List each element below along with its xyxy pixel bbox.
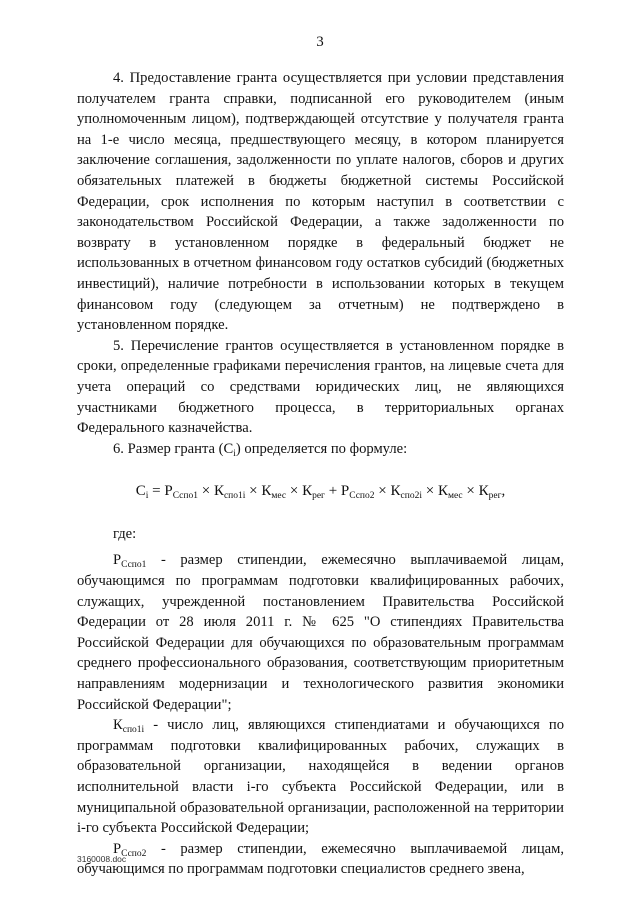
definition-3-text: - размер стипендии, ежемесячно выплачиваемой лицам, обучающимся по программам подготовки специалистов среднего звена, (77, 840, 564, 878)
formula-p2-sub: Сспо2 (349, 491, 375, 502)
formula-end: , (501, 483, 506, 500)
formula-k-reg-2: К (478, 483, 489, 500)
paragraph-5: 5. Перечисление грантов осуществляется в установленном порядке в сроки, определенные графиками перечисления грантов, на лицевые счета для учета операций со средствами юридических лиц, не являющихся участниками бюджетного процесса, в территориальных органах Федерального казначейства. (77, 337, 564, 437)
formula-k-reg-2-sub: рег (488, 491, 502, 502)
formula-c-sub: i (145, 491, 149, 502)
definition-1-text: - размер стипендии, ежемесячно выплачиваемой лицам, обучающимся по программам подготовки квалифицированных рабочих, служащих, учрежденной постановлением Правительства Российской Федерации от 28 июля 2011 г. № 625 "О стипендиях Правительства Российской Федерации для обучающихся по образовательным программам среднего профессионального образования, соответствующим приоритетным направлениям модернизации и технологического развития экономики Российской Федерации"; (77, 552, 564, 713)
formula-p2: Р (340, 483, 350, 500)
paragraph-4: 4. Предоставление гранта осуществляется при условии представления получателем гранта справки, подписанной его руководителем (иным уполномоченным лицом), подтверждающей отсутствие у получателя гранта на 1-е число месяца, предшествующего месяцу, в котором планируется заключение соглашения, задолженности по уплате налогов, сборов и других обязательных платежей в бюджеты бюджетной системы Российской Федерации, срок исполнения по которым наступил в соответствии с законодательством Российской Федерации, а также задолженности по возврату в установленном порядке в федеральный бюджет не использованных в отчетном финансовом году остатков субсидий (бюджетных инвестиций), наличие потребности в использовании которых в текущем финансовом году (следующем за отчетным) не подтверждено в установленном порядке. (77, 70, 564, 334)
formula-k1: К (213, 483, 224, 500)
definition-2-text: - число лиц, являющихся стипендиатами и обучающихся по программам подготовки квалифицированных рабочих, служащих в образовательной организации, находящейся в ведении органов исполнительной власти i-го субъекта Российской Федерации, или в муниципальной образовательной организации, расположенной на территории i-го субъекта Российской Федерации; (77, 717, 564, 837)
paragraph-6-subscript: i (233, 448, 236, 459)
formula-times: × (286, 483, 303, 500)
formula-k-reg-sub: рег (312, 491, 325, 502)
formula-c: С (135, 483, 146, 500)
page-number: 3 (316, 34, 324, 50)
definition-k-spo1i (77, 715, 564, 839)
formula-times: × (245, 483, 262, 500)
formula-times: × (197, 483, 214, 500)
formula-k-mes-sub: мес (271, 491, 287, 502)
definition-3-subscript: Сспо2 (121, 848, 147, 859)
formula-k-mes-2: К (437, 483, 448, 500)
formula-k-mes-2-sub: мес (447, 491, 463, 502)
definition-p-sspo1 (77, 550, 564, 715)
definition-2-symbol: К (113, 717, 123, 734)
formula-k2: К (390, 483, 401, 500)
definition-2-subscript: спо1i (122, 725, 145, 736)
definition-1-symbol: Р (113, 552, 122, 569)
paragraph-6-suffix: ) определяется по формуле: (235, 440, 408, 457)
formula-plus: + (324, 483, 341, 500)
formula-equals: = (148, 483, 165, 500)
formula-k2-sub: спо2i (400, 491, 422, 502)
formula-p1: Р (164, 483, 173, 500)
paragraph-6-prefix: 6. Размер гранта (С (113, 440, 234, 457)
definition-p-sspo2 (77, 839, 564, 880)
formula-times: × (374, 483, 391, 500)
paragraph-6 (77, 439, 564, 460)
grant-formula (77, 481, 564, 502)
document-body (77, 68, 564, 880)
file-name-footer: 3160008.doc (77, 854, 127, 864)
definition-3-symbol: Р (113, 840, 122, 857)
formula-p1-sub: Сспо1 (172, 491, 198, 502)
formula-times: × (462, 483, 479, 500)
formula-k1-sub: спо1i (223, 491, 246, 502)
formula-k-reg: К (302, 483, 313, 500)
formula-k-mes: К (261, 483, 272, 500)
formula-times: × (421, 483, 438, 500)
definition-1-subscript: Сспо1 (121, 560, 147, 571)
where-label: где: (113, 525, 137, 542)
